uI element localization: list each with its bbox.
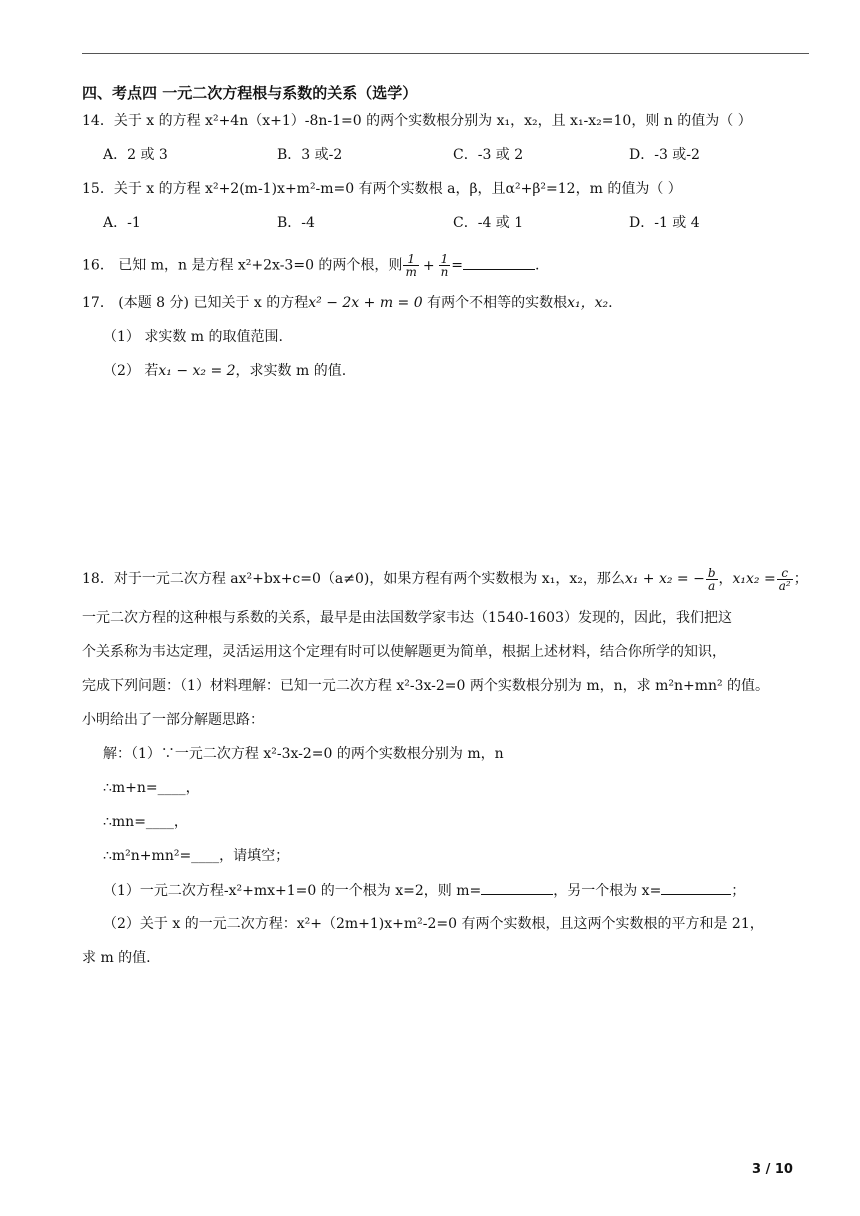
answer-blank-m[interactable] <box>481 880 553 895</box>
subpart-1-middle: ，另一个根为 x= <box>553 883 662 899</box>
question-18-subpart-1 <box>103 880 745 901</box>
question-18-line-2: 一元二次方程的这种根与系数的关系，最早是由法国数学家韦达（1540-1603）发现的，因此，我们把这 <box>82 610 732 626</box>
question-18-line-1-prefix: 18．对于一元二次方程 ax²+bx+c=0（a≠0)，如果方程有两个实数根为 x₁，x₂，那么 <box>82 571 625 587</box>
question-14-option-d: D．-3 或-2 <box>629 147 700 163</box>
solution-line-2: ∴m+n=____， <box>103 780 200 796</box>
question-18-line-3: 个关系称为韦达定理，灵活运用这个定理有时可以使解题更为简单，根据上述材料，结合你所学的知识， <box>82 644 726 660</box>
question-14-option-a: A．2 或 3 <box>103 147 168 163</box>
question-16 <box>82 253 539 278</box>
question-15-option-d: D．-1 或 4 <box>629 215 700 231</box>
question-17-part-2 <box>103 361 346 381</box>
question-14-option-b: B．3 或-2 <box>277 147 343 163</box>
question-16-suffix: . <box>535 257 540 274</box>
question-15-stem: 15．关于 x 的方程 x²+2(m-1)x+m²-m=0 有两个实数根 a，β，且α²+β²=12，m 的值为（ ） <box>82 181 682 197</box>
vieta-sum-equation: x₁ + x₂ = − <box>624 571 705 587</box>
question-15-option-b: B．-4 <box>277 215 315 231</box>
vieta-product-equation: x₁x₂ = <box>732 571 776 587</box>
solution-line-4: ∴m²n+mn²=____，请填空； <box>103 848 290 864</box>
question-17-part-2-prefix: （2） 若 <box>103 363 159 379</box>
question-18-line-4: 完成下列问题：（1）材料理解：已知一元二次方程 x²-3x-2=0 两个实数根分别为 m，n，求 m²n+mn² 的值。 <box>82 678 770 694</box>
fraction-1-over-m <box>403 253 418 278</box>
subpart-1-prefix: （1）一元二次方程-x²+mx+1=0 的一个根为 x=2，则 m= <box>103 883 482 899</box>
question-16-prefix: 16． 已知 m，n 是方程 x²+2x-3=0 的两个根，则 <box>82 257 403 274</box>
question-15-option-c: C．-4 或 1 <box>453 215 524 231</box>
question-14-stem: 14．关于 x 的方程 x²+4n（x+1）-8n-1=0 的两个实数根分别为 x₁，x₂，且 x₁-x₂=10，则 n 的值为（ ） <box>82 113 752 129</box>
question-17-part-1: （1） 求实数 m 的取值范围. <box>103 329 283 345</box>
solution-line-3: ∴mn=____， <box>103 814 188 830</box>
fraction-denominator: m <box>405 265 417 279</box>
solution-line-1: 解：（1）∵一元二次方程 x²-3x-2=0 的两个实数根分别为 m，n <box>103 746 504 762</box>
subpart-1-suffix: ； <box>731 883 746 899</box>
question-17-roots: x₁，x₂ <box>567 295 609 311</box>
question-18-line-1-suffix: ； <box>793 571 808 587</box>
plus-sign: + <box>422 257 435 274</box>
question-17-prefix: 17． (本题 8 分) 已知关于 x 的方程 <box>82 295 309 311</box>
question-17-middle: 有两个不相等的实数根 <box>422 295 568 311</box>
question-18-subpart-2-line-1: （2）关于 x 的一元二次方程：x²+（2m+1)x+m²-2=0 有两个实数根，且这两个实数根的平方和是 21， <box>103 916 764 932</box>
question-17-part-2-equation: x₁ − x₂ = 2 <box>158 363 236 379</box>
comma: ， <box>718 571 733 587</box>
fraction-numerator: b <box>707 565 716 580</box>
fraction-numerator: c <box>777 567 793 580</box>
question-17-equation: x² − 2x + m = 0 <box>308 295 423 311</box>
page-number: 3 / 10 <box>752 1162 793 1177</box>
fraction-denominator: a² <box>778 578 791 593</box>
fraction-numerator: 1 <box>439 253 451 266</box>
question-18-line-1 <box>82 566 808 592</box>
section-title: 四、考点四 一元二次方程根与系数的关系（选学） <box>82 84 418 102</box>
fraction-b-over-a <box>706 567 718 592</box>
question-14-option-c: C．-3 或 2 <box>453 147 524 163</box>
fraction-numerator: 1 <box>403 253 418 266</box>
equals-sign: = <box>451 257 464 274</box>
question-18-line-5: 小明给出了一部分解题思路： <box>82 712 264 728</box>
fraction-1-over-n <box>439 253 451 278</box>
answer-blank[interactable] <box>463 255 535 270</box>
question-17-suffix: . <box>608 295 613 311</box>
question-17-stem <box>82 293 613 313</box>
fraction-denominator: n <box>440 265 449 279</box>
header-rule <box>82 53 809 54</box>
fraction-c-over-a-squared <box>777 567 793 592</box>
fraction-denominator: a <box>708 578 716 593</box>
question-17-part-2-suffix: ，求实数 m 的值. <box>235 363 347 379</box>
question-15-option-a: A．-1 <box>103 215 141 231</box>
answer-blank-x[interactable] <box>661 880 731 895</box>
question-18-subpart-2-line-2: 求 m 的值. <box>82 950 151 966</box>
